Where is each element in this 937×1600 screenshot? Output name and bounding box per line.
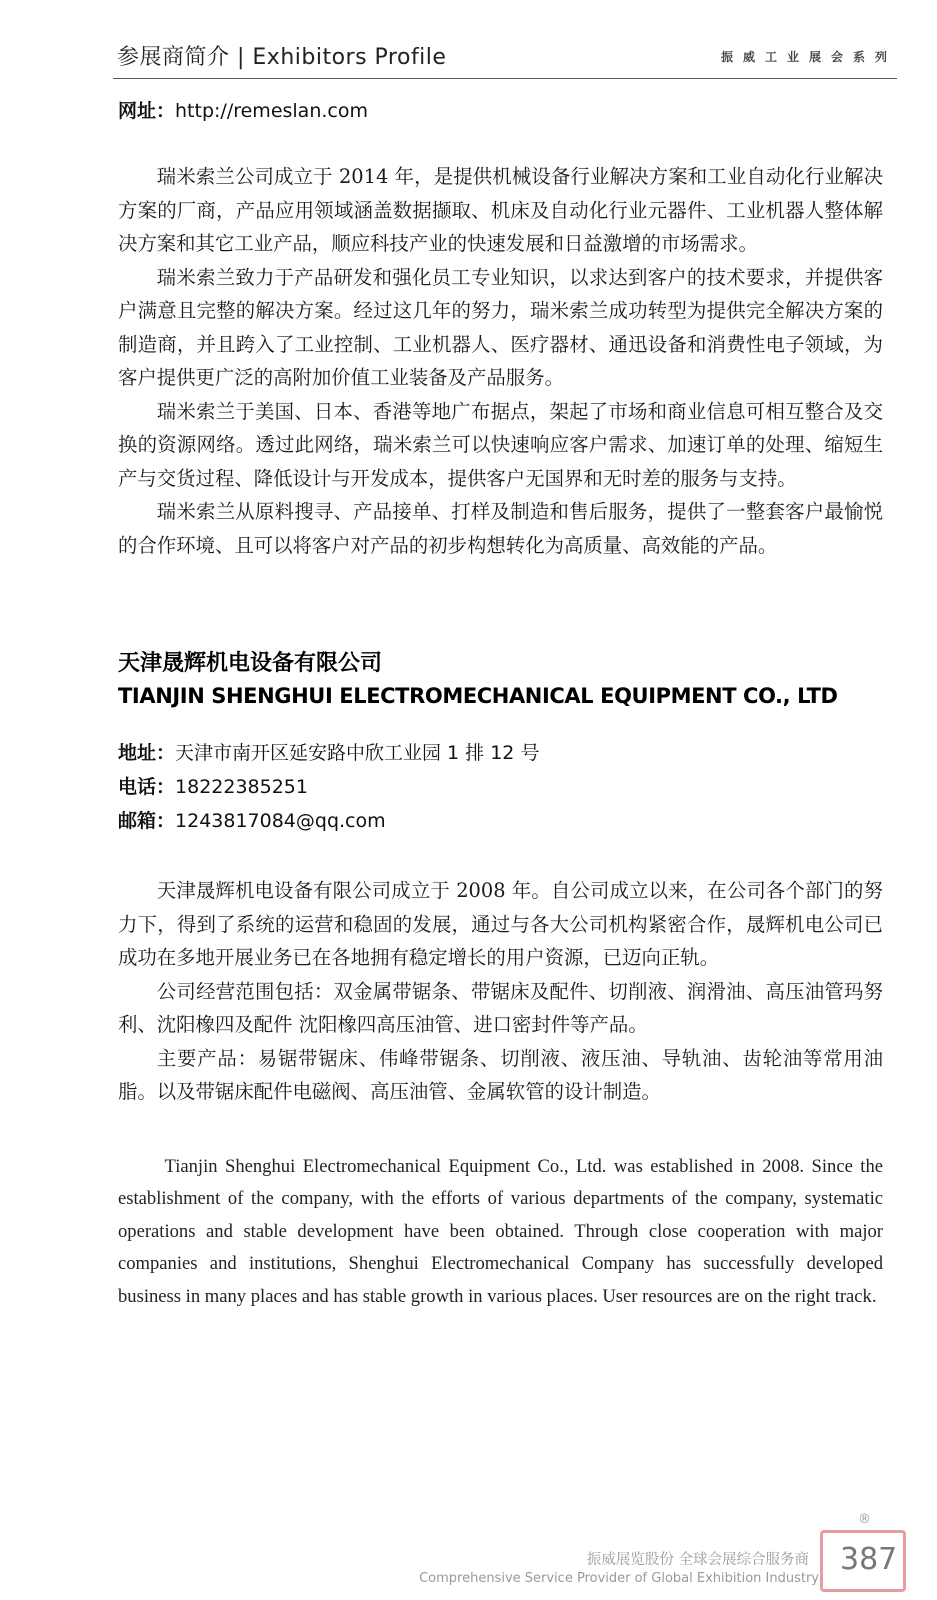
email-value[interactable]: 1243817084@qq.com	[175, 810, 386, 832]
phone-value[interactable]: 18222385251	[175, 776, 308, 798]
page-number: 387	[840, 1542, 898, 1577]
company2-heading	[118, 648, 883, 712]
registered-mark: ®	[858, 1512, 871, 1527]
company2-description-zh	[118, 874, 883, 1109]
company2-paragraph-3: 主要产品：易锯带锯床、伟峰带锯条、切削液、液压油、导轨油、齿轮油等常用油脂。以及带锯床配件电磁阀、高压油管、金属软管的设计制造。	[118, 1046, 883, 1103]
header-series: 振威工业展会系列	[720, 50, 897, 64]
company2-name-zh: 天津晟辉机电设备有限公司	[118, 651, 383, 676]
header-divider	[113, 78, 897, 79]
company1-description	[118, 160, 883, 562]
company2-name-en: TIANJIN SHENGHUI ELECTROMECHANICAL EQUIPMENT CO., LTD	[118, 684, 838, 708]
company2-paragraph-1: 天津晟辉机电设备有限公司成立于 2008 年。自公司成立以来，在公司各个部门的努力下，得到了系统的运营和稳固的发展，通过与各大公司机构紧密合作，晟辉机电公司已成功在多地开展业务已在各地拥有稳定增长的用户资源，已迈向正轨。	[118, 879, 883, 969]
address-line	[118, 736, 883, 770]
address-label: 地址：	[118, 742, 176, 764]
email-label: 邮箱：	[118, 810, 176, 832]
url-value[interactable]: http://remeslan.com	[175, 100, 368, 122]
company2-paragraph-2: 公司经营范围包括：双金属带锯条、带锯床及配件、切削液、润滑油、高压油管玛努利、沈阳橡四及配件 沈阳橡四高压油管、进口密封件等产品。	[118, 979, 883, 1036]
email-line	[118, 804, 883, 838]
company2-paragraph-en: Tianjin Shenghui Electromechanical Equipment Co., Ltd. was established in 2008. Since the establishment of the company, with the efforts of various departments of the company, systematic operations and stable development have been obtained. Through close cooperation with major companies and institutions, Shenghui Electromechanical Company has successfully developed business in many places and has stable growth in various places. User resources are on the right track.	[118, 1155, 883, 1307]
header-title: 参展商简介 | Exhibitors Profile	[117, 45, 447, 70]
url-label: 网址：	[118, 100, 176, 122]
company1-url	[118, 96, 883, 126]
footer-slogan-en: Comprehensive Service Provider of Global Exhibition Industry	[419, 1571, 819, 1586]
company1-paragraph-4: 瑞米索兰从原料搜寻、产品接单、打样及制造和售后服务，提供了一整套客户最愉悦的合作环境、且可以将客户对产品的初步构想转化为高质量、高效能的产品。	[118, 500, 883, 557]
footer-slogan-zh: 振威展览股份 全球会展综合服务商	[586, 1552, 809, 1568]
company2-description-en	[118, 1151, 883, 1314]
company1-paragraph-3: 瑞米索兰于美国、日本、香港等地广布据点，架起了市场和商业信息可相互整合及交换的资源网络。透过此网络，瑞米索兰可以快速响应客户需求、加速订单的处理、缩短生产与交货过程、降低设计与开发成本，提供客户无国界和无时差的服务与支持。	[118, 399, 883, 490]
address-value: 天津市南开区延安路中欣工业园 1 排 12 号	[175, 742, 540, 764]
page-header	[0, 0, 937, 95]
company2-contact	[118, 736, 883, 838]
page-content	[118, 96, 883, 1313]
company1-paragraph-2: 瑞米索兰致力于产品研发和强化员工专业知识，以求达到客户的技术要求，并提供客户满意且完整的解决方案。经过这几年的努力，瑞米索兰成功转型为提供完全解决方案的制造商，并且跨入了工业控制、工业机器人、医疗器材、通迅设备和消费性电子领域，为客户提供更广泛的高附加价值工业装备及产品服务。	[118, 265, 883, 389]
company1-paragraph-1: 瑞米索兰公司成立于 2014 年，是提供机械设备行业解决方案和工业自动化行业解决方案的厂商，产品应用领域涵盖数据撷取、机床及自动化行业元器件、工业机器人整体解决方案和其它工业产品，顺应科技产业的快速发展和日益激增的市场需求。	[118, 165, 883, 255]
phone-line	[118, 770, 883, 804]
phone-label: 电话：	[118, 776, 176, 798]
